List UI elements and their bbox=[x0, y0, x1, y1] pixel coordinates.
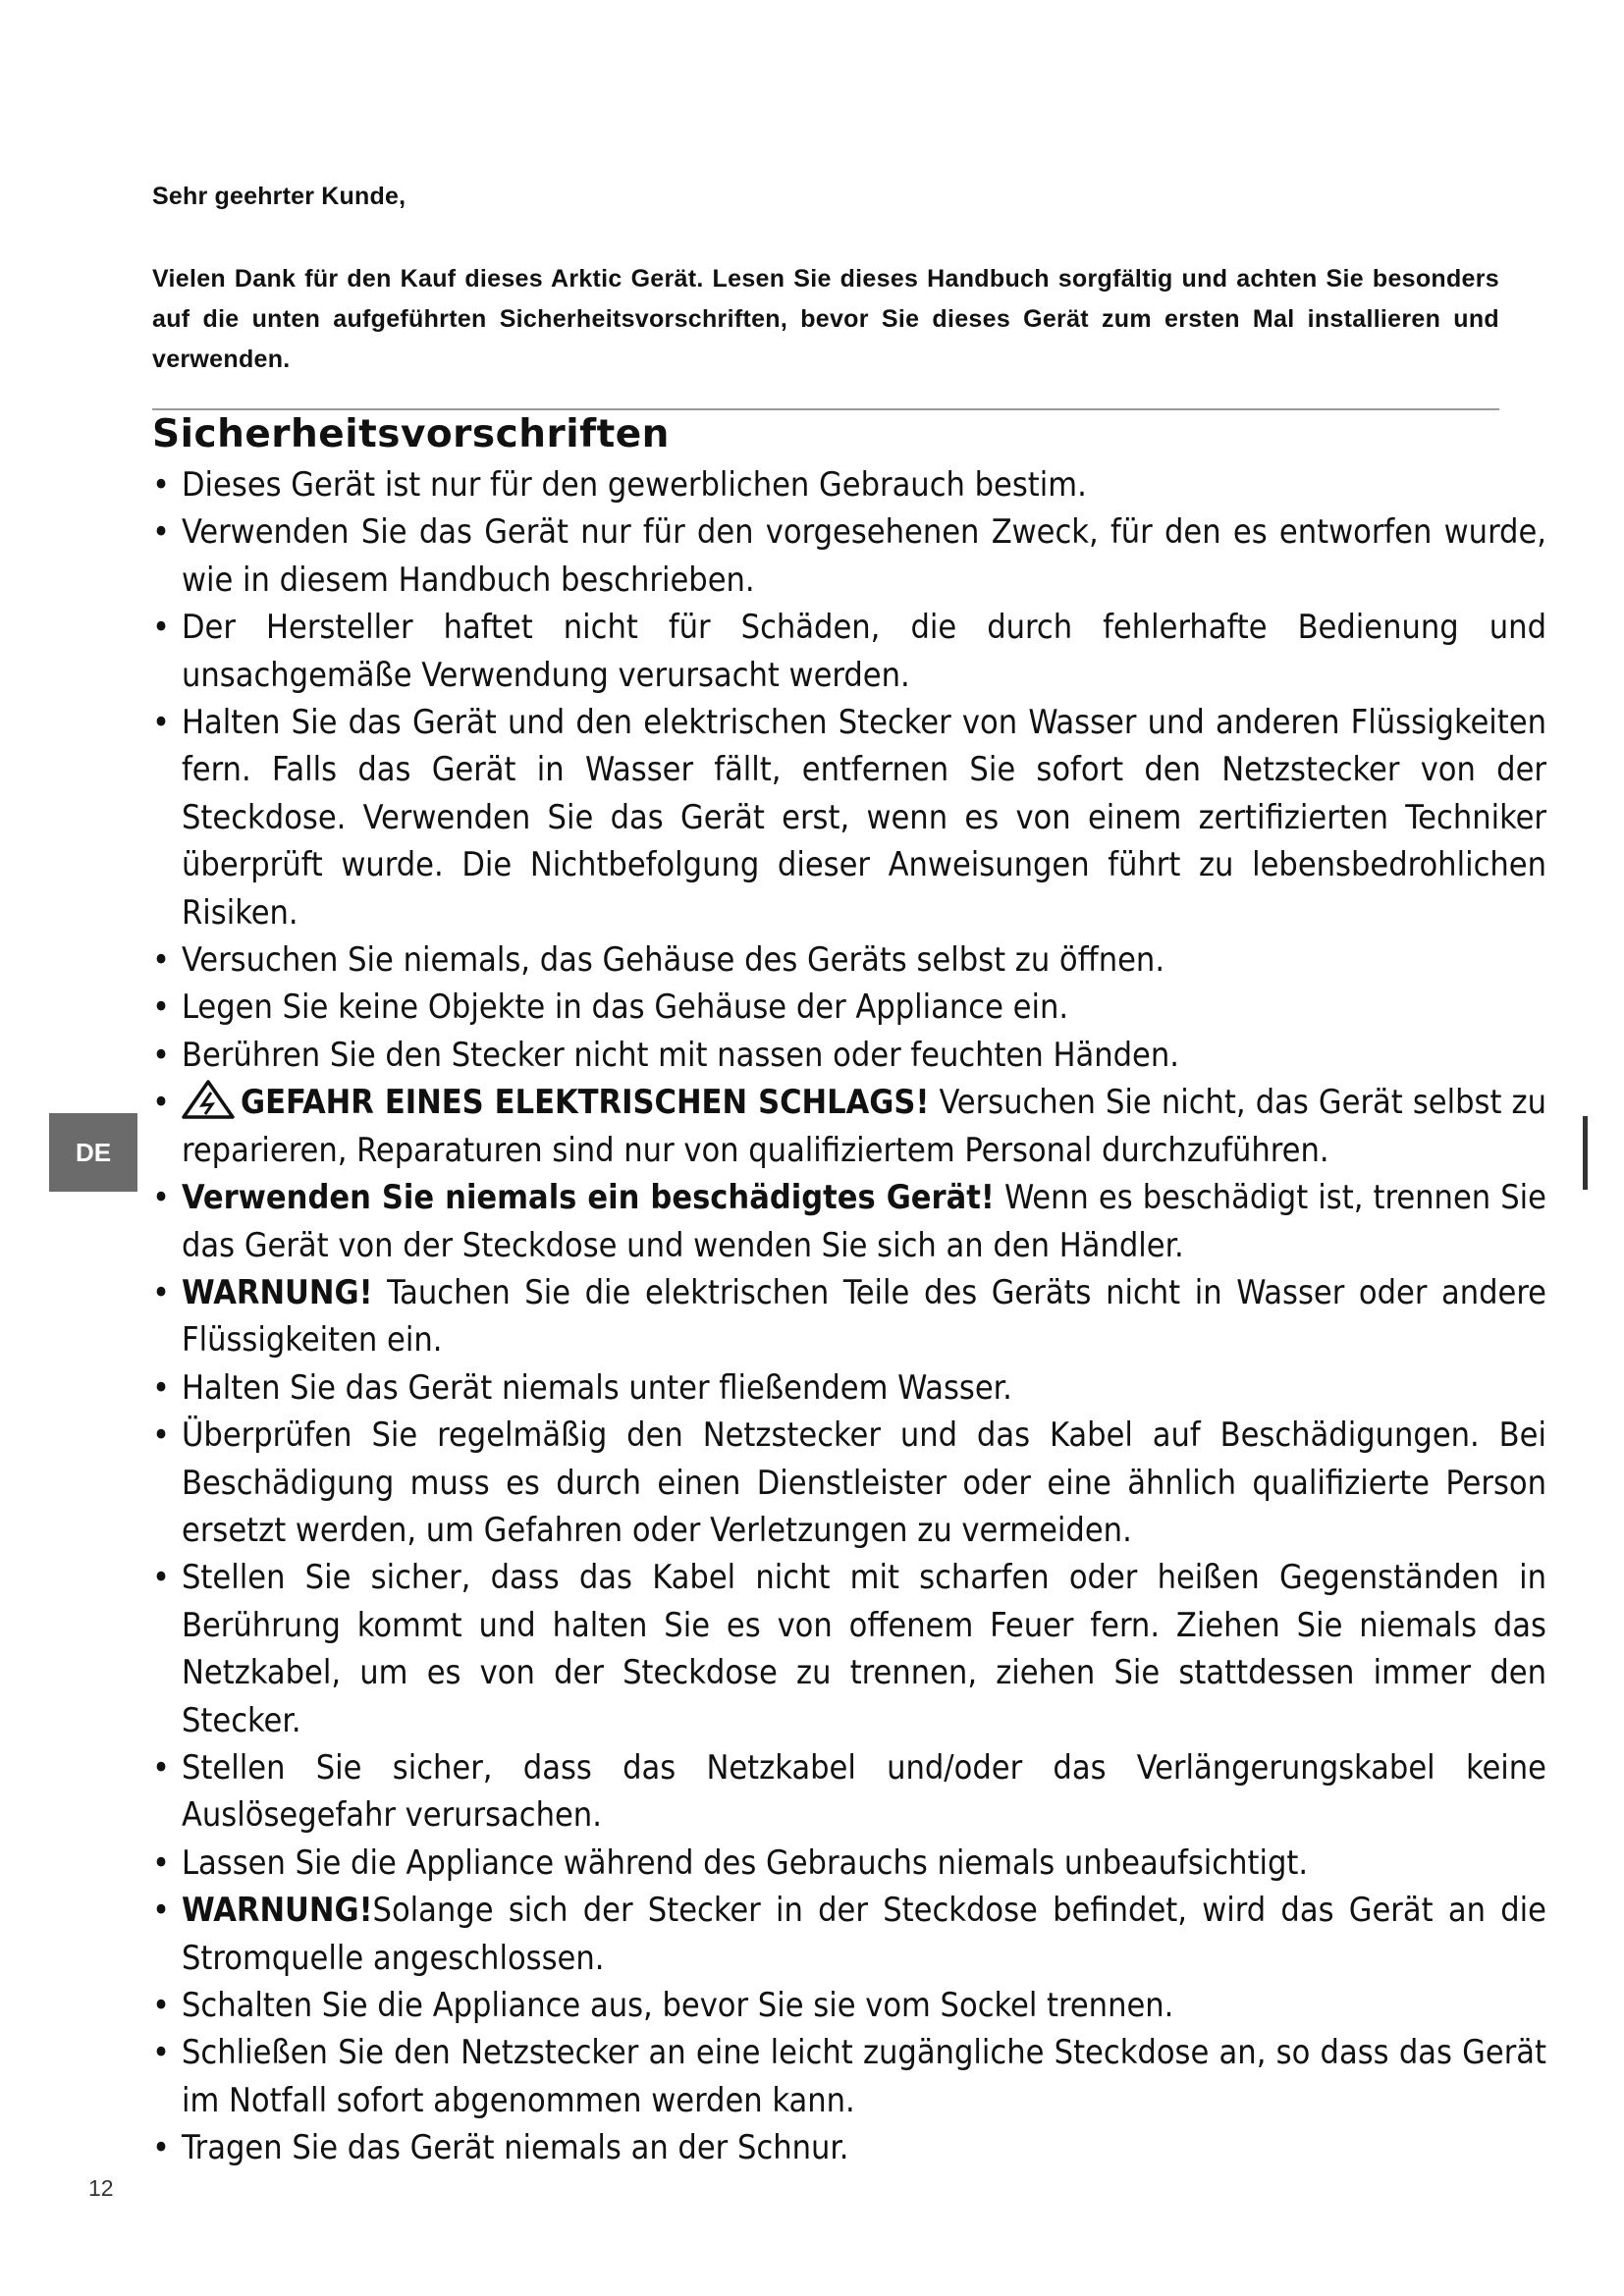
item-text: Lassen Sie die Appliance während des Gebrauchs niemals unbeaufsichtigt. bbox=[182, 1842, 1309, 1883]
list-item bbox=[152, 1032, 1546, 1079]
electric-hazard-warning-icon bbox=[182, 1080, 235, 1119]
list-item bbox=[152, 1744, 1546, 1840]
bullet: • bbox=[152, 703, 171, 743]
item-text: Stellen Sie sicher, dass das Netzkabel und/oder das Verlängerungskabel keine Auslösegefahr verursachen. bbox=[182, 1747, 1546, 1836]
list-item bbox=[152, 461, 1546, 508]
intro-paragraph: Vielen Dank für den Kauf dieses Arktic Gerät. Lesen Sie dieses Handbuch sorgfältig und achten Sie besonders auf die unten aufgeführten Sicherheitsvorschriften, bevor Sie dieses Gerät zum ersten Mal installieren und verwenden. bbox=[152, 265, 1499, 373]
item-text: Wenn es beschädigt ist, trennen Sie das Gerät von der Steckdose und wenden Sie sich an den Händler. bbox=[182, 1178, 1546, 1265]
item-text: Halten Sie das Gerät und den elektrischen Stecker von Wasser und anderen Flüssigkeiten fern. Falls das Gerät in Wasser fällt, entfernen Sie sofort den Netzstecker von der Steckdose. Verwenden Sie das Gerät erst, wenn es von einem zertifizierten Techniker überprüft wurde. Die Nichtbefolgung dieser Anweisungen führt zu lebensbedrohlichen Risiken. bbox=[182, 703, 1546, 933]
bullet: • bbox=[152, 1367, 171, 1408]
item-text: Der Hersteller haftet nicht für Schäden, die durch fehlerhafte Bedienung und unsachgemäße Verwendung verursacht werden. bbox=[182, 608, 1546, 695]
language-tab: DE bbox=[49, 1113, 137, 1192]
item-text: Tragen Sie das Gerät niemals an der Schnur. bbox=[182, 2128, 849, 2168]
bullet: • bbox=[152, 2033, 171, 2073]
item-bold: WARNUNG! bbox=[182, 1272, 373, 1312]
item-text: Solange sich der Stecker in der Steckdose befindet, wird das Gerät an die Stromquelle angeschlossen. bbox=[182, 1891, 1546, 1978]
list-item bbox=[152, 936, 1546, 984]
bullet: • bbox=[152, 1986, 171, 2025]
list-item bbox=[152, 508, 1546, 604]
item-text: Verwenden Sie das Gerät nur für den vorgesehenen Zweck, für den es entworfen wurde, wie in diesem Handbuch beschrieben. bbox=[182, 512, 1546, 600]
item-bold: GEFAHR EINES ELEKTRISCHEN SCHLAGS! bbox=[241, 1083, 930, 1123]
bullet: • bbox=[152, 1178, 171, 1218]
item-text: Schalten Sie die Appliance aus, bevor Sie sie vom Sockel trennen. bbox=[182, 1986, 1174, 2025]
bullet: • bbox=[152, 1083, 171, 1123]
safety-list bbox=[152, 461, 1546, 2172]
greeting: Sehr geehrter Kunde, bbox=[152, 183, 406, 210]
list-item bbox=[152, 1364, 1546, 1412]
section-heading: Sicherheitsvorschriften bbox=[152, 412, 670, 456]
list-item bbox=[152, 604, 1546, 699]
margin-marker bbox=[1583, 1116, 1588, 1190]
item-text: Schließen Sie den Netzstecker an eine leicht zugängliche Steckdose an, so dass das Gerät im Notfall sofort abgenommen werden kann. bbox=[182, 2033, 1546, 2120]
bullet: • bbox=[152, 2128, 171, 2168]
item-text: Stellen Sie sicher, dass das Kabel nicht mit scharfen oder heißen Gegenständen in Berührung kommt und halten Sie es von offenem Feuer fern. Ziehen Sie niemals das Netzkabel, um es von der Steckdose zu trennen, ziehen Sie stattdessen immer den Stecker. bbox=[182, 1558, 1546, 1740]
list-item bbox=[152, 1174, 1546, 1269]
bullet: • bbox=[152, 1272, 171, 1312]
item-bold: Verwenden Sie niemals ein beschädigtes Gerät! bbox=[182, 1178, 995, 1218]
list-item bbox=[152, 2029, 1546, 2124]
item-text: Berühren Sie den Stecker nicht mit nassen oder feuchten Händen. bbox=[182, 1035, 1179, 1075]
item-text: Versuchen Sie niemals, das Gehäuse des Geräts selbst zu öffnen. bbox=[182, 940, 1165, 981]
bullet: • bbox=[152, 465, 171, 505]
bullet: • bbox=[152, 1891, 171, 1931]
list-item bbox=[152, 1887, 1546, 1982]
item-text: Dieses Gerät ist nur für den gewerblichen Gebrauch bestim. bbox=[182, 465, 1087, 505]
list-item bbox=[152, 1269, 1546, 1364]
bullet: • bbox=[152, 512, 171, 553]
item-bold: WARNUNG! bbox=[182, 1891, 373, 1931]
section-divider bbox=[152, 408, 1499, 410]
bullet: • bbox=[152, 1035, 171, 1075]
item-text: Legen Sie keine Objekte in das Gehäuse der Appliance ein. bbox=[182, 988, 1069, 1028]
item-text: Halten Sie das Gerät niemals unter fließendem Wasser. bbox=[182, 1367, 1012, 1408]
page-number: 12 bbox=[88, 2175, 114, 2201]
item-text: Tauchen Sie die elektrischen Teile des Geräts nicht in Wasser oder andere Flüssigkeiten ein. bbox=[182, 1272, 1546, 1361]
list-item bbox=[152, 1840, 1546, 1887]
item-text: Überprüfen Sie regelmäßig den Netzstecker und das Kabel auf Beschädigungen. Bei Beschädigung muss es durch einen Dienstleister oder eine ähnlich qualifizierte Person ersetzt werden, um Gefahren oder Verletzungen zu vermeiden. bbox=[182, 1415, 1546, 1550]
list-item bbox=[152, 1554, 1546, 1744]
bullet: • bbox=[152, 1747, 171, 1788]
bullet: • bbox=[152, 1415, 171, 1456]
item-text: Versuchen Sie nicht, das Gerät selbst zu reparieren, Reparaturen sind nur von qualifiziertem Personal durchzuführen. bbox=[182, 1083, 1546, 1170]
bullet: • bbox=[152, 608, 171, 648]
bullet: • bbox=[152, 1558, 171, 1598]
list-item-electric-shock-warning bbox=[152, 1079, 1546, 1174]
list-item bbox=[152, 984, 1546, 1031]
list-item bbox=[152, 1982, 1546, 2029]
list-item bbox=[152, 2124, 1546, 2171]
list-item bbox=[152, 1412, 1546, 1554]
bullet: • bbox=[152, 1842, 171, 1883]
bullet: • bbox=[152, 940, 171, 981]
bullet: • bbox=[152, 988, 171, 1028]
list-item bbox=[152, 699, 1546, 936]
